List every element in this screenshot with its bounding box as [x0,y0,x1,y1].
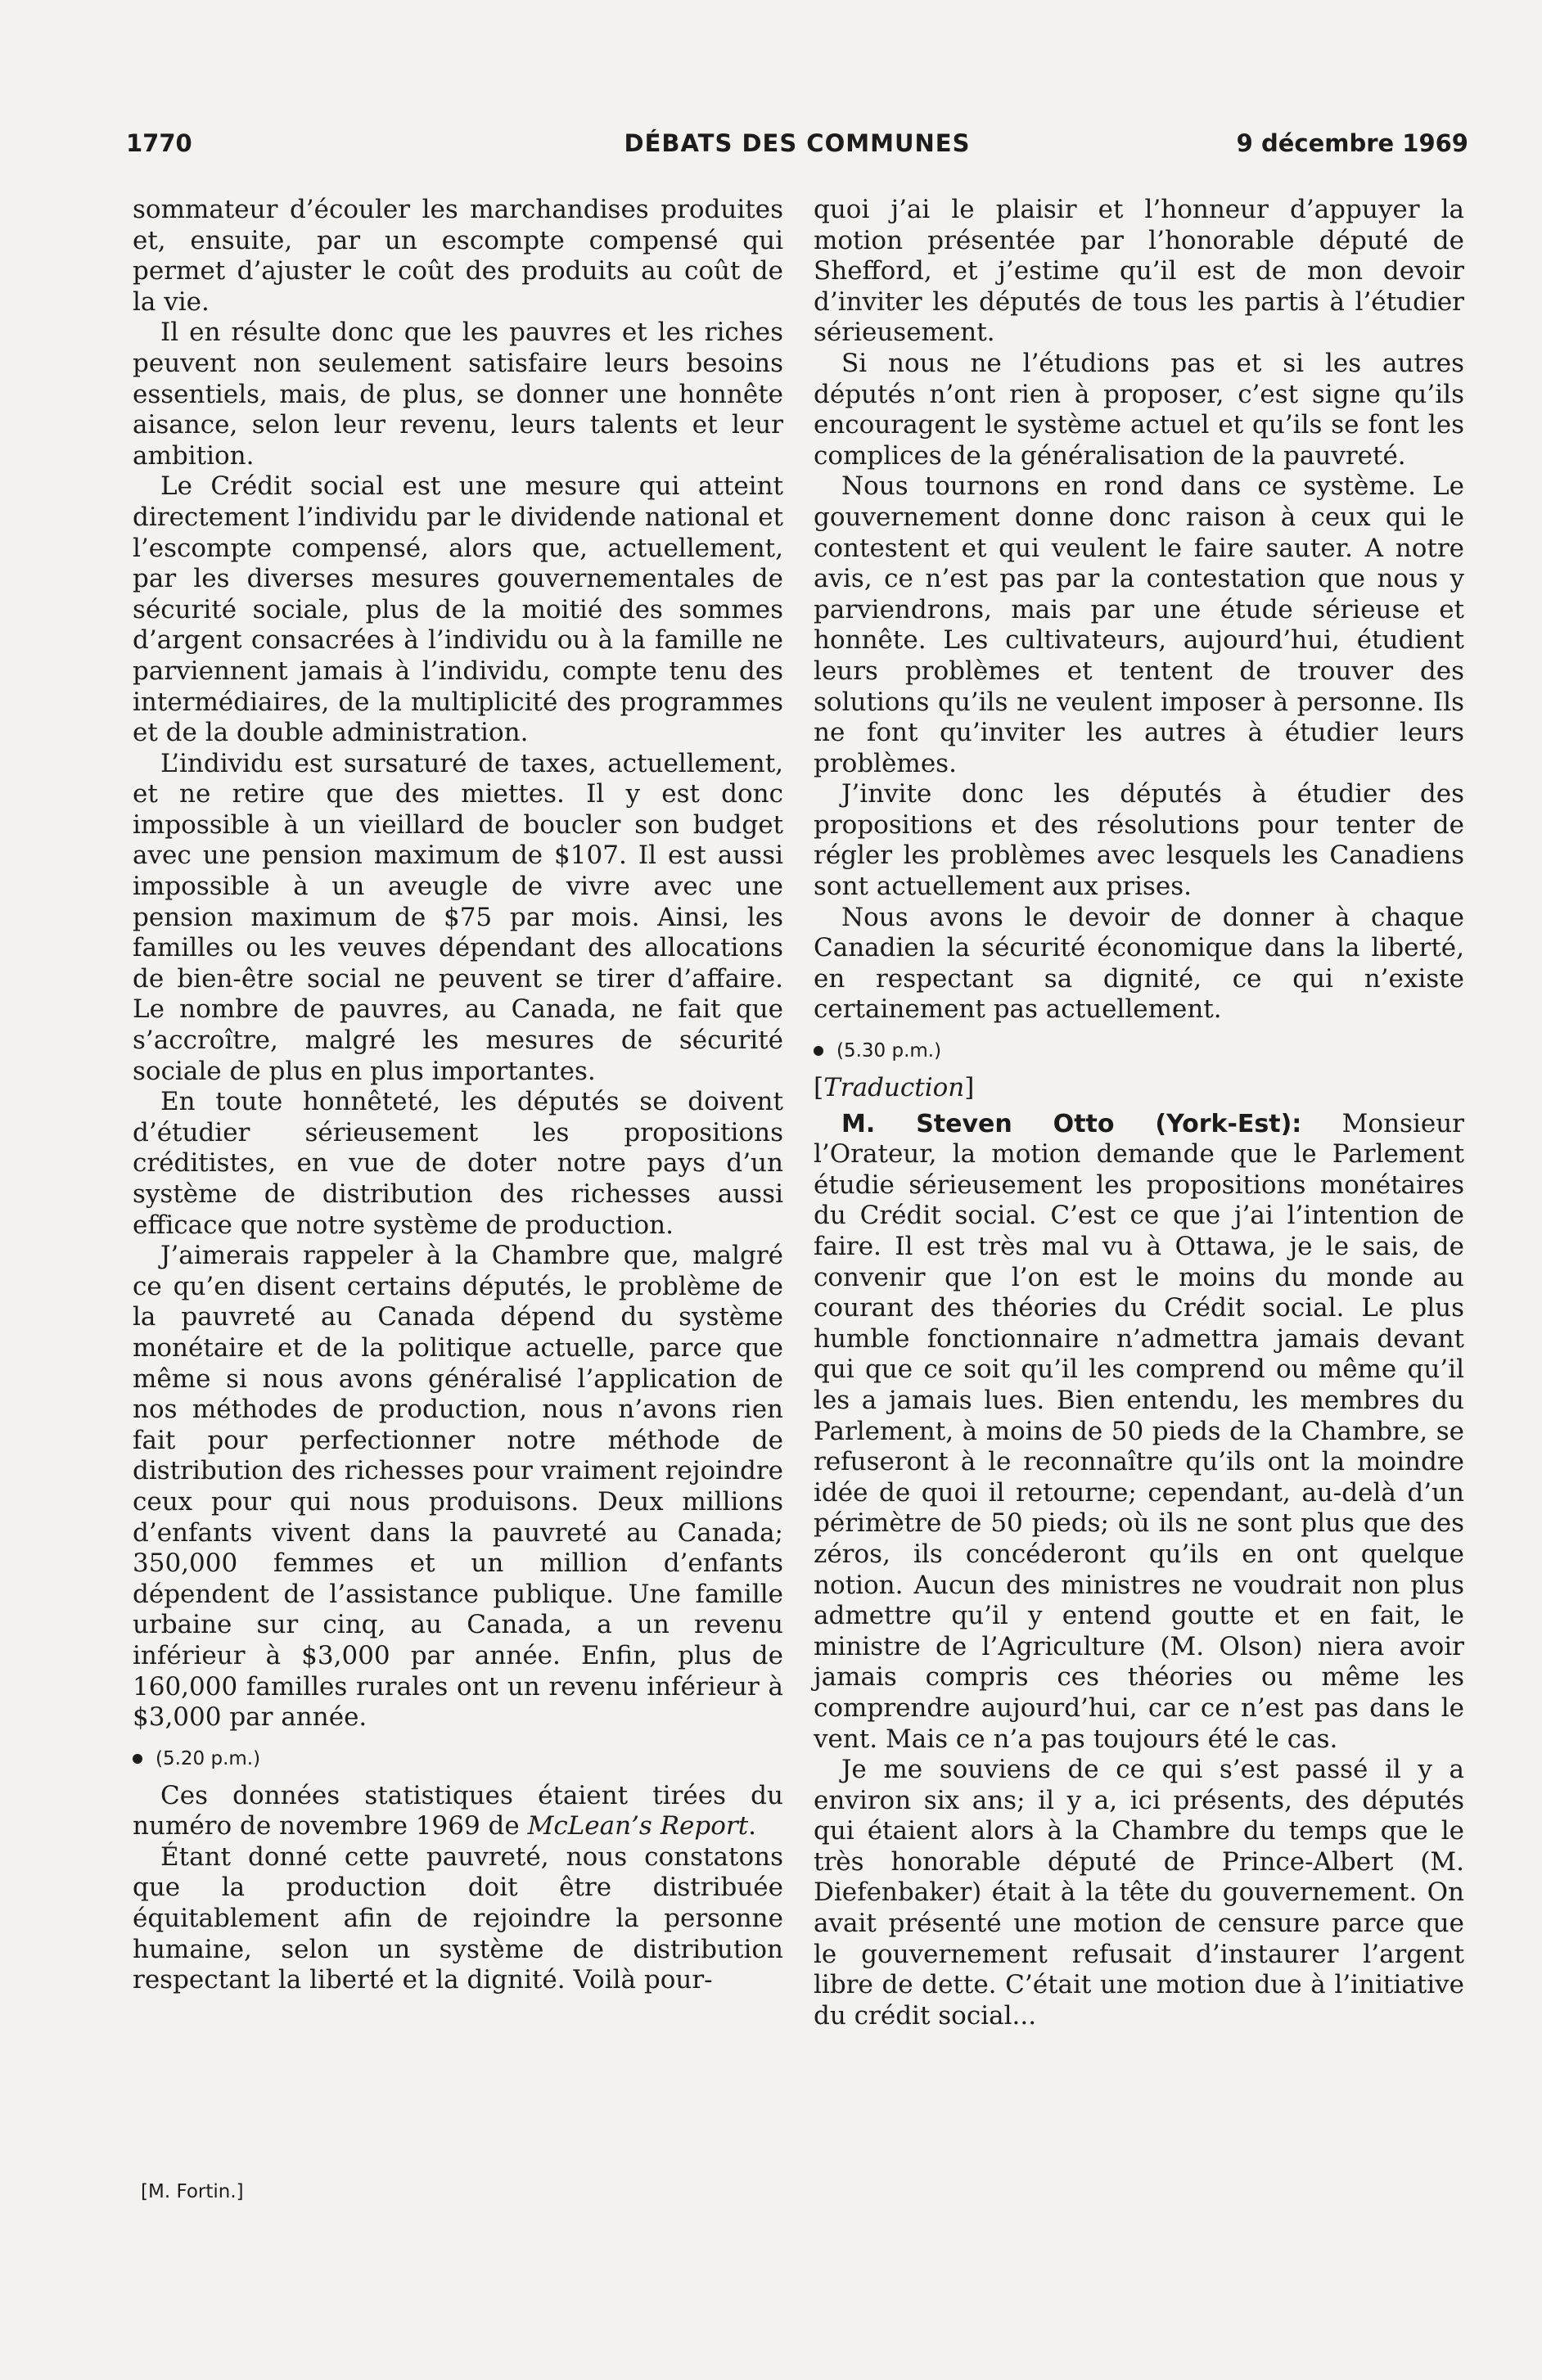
time-marker-text: (5.20 p.m.) [156,1747,261,1769]
page-number: 1770 [126,129,192,157]
translation-note: [Traduction] [814,1073,975,1103]
paragraph: quoi j’ai le plaisir et l’honneur d’appuyer la motion présentée par l’honorable député de Shefford, et j’estime qu’il est de mon devoir d’inviter les députés de tous les partis à l’étudier sérieusement. [814,195,1464,348]
bullet-icon [133,1754,142,1764]
page-date: 9 décembre 1969 [1236,129,1468,157]
time-marker [814,1040,1464,1062]
publication-title: DÉBATS DES COMMUNES [624,129,971,157]
source-title: McLean’s Report [527,1811,749,1841]
time-marker-text: (5.30 p.m.) [836,1040,942,1062]
translation-label: Traduction [823,1073,965,1103]
source-text: Ces données statistiques étaient tirées du numéro de novembre 1969 de [133,1780,783,1841]
paragraph: J’aimerais rappeler à la Chambre que, malgré ce qu’en disent certains députés, le problème de la pauvreté au Canada dépend du système monétaire et de la politique actuelle, parce que même si nous avons généralisé l’application de nos méthodes de production, nous n’avons rien fait pour perfectionner notre méthode de distribution des richesses pour vraiment rejoindre ceux pour qui nous produisons. Deux millions d’enfants vivent dans la pauvreté au Canada; 350,000 femmes et un million d’enfants dépendent de l’assistance publique. Une famille urbaine sur cinq, au Canada, a un revenu inférieur à $3,000 par année. Enfin, plus de 160,000 familles rurales ont un revenu inférieur à $3,000 par année. [133,1241,783,1733]
speech-text: Monsieur l’Orateur, la motion demande que le Parlement étudie sérieusement les propositions monétaires du Crédit social. C’est ce que j’ai l’intention de faire. Il est très mal vu à Ottawa, je le sais, de convenir que l’on est le moins du monde au courant des théories du Crédit social. Le plus humble fonctionnaire n’admettra jamais devant qui que ce soit qu’il les comprend ou même qu’il les a jamais lues. Bien entendu, les membres du Parlement, à moins de 50 pieds de la Chambre, se refuseront à le reconnaître qu’ils ont la moindre idée de quoi il retourne; cependant, au-delà d’un périmètre de 50 pieds; où ils ne sont plus que des zéros, ils concéderont qu’ils en ont quelque notion. Aucun des ministres ne voudrait non plus admettre qu’il y entend goutte et en fait, le ministre de l’Agriculture (M. Olson) niera avoir jamais compris ces théories ou même les comprendre aujourd’hui, car ce n’est pas dans le vent. Mais ce n’a pas toujours été le cas. [814,1108,1464,1754]
paragraph: sommateur d’écouler les marchandises produites et, ensuite, par un escompte compensé qui permet d’ajuster le coût des produits au coût de la vie. [133,195,783,317]
page-header [126,129,1468,170]
paragraph: L’individu est sursaturé de taxes, actuellement, et ne retire que des miettes. Il y est donc impossible à un vieillard de boucler son budget avec une pension maximum de $107. Il est aussi impossible à un aveugle de vivre avec une pension maximum de $75 par mois. Ainsi, les familles ou les veuves dépendant des allocations de bien-être social ne peuvent se tirer d’affaire. Le nombre de pauvres, au Canada, ne fait que s’accroître, malgré les mesures de sécurité sociale de plus en plus importantes. [133,748,783,1086]
time-marker [133,1748,783,1769]
paragraph: Étant donné cette pauvreté, nous constatons que la production doit être distribuée équitablement afin de rejoindre la personne humaine, selon un système de distribution respectant la liberté et la dignité. Voilà pour- [133,1841,783,1995]
paragraph: Il en résulte donc que les pauvres et les riches peuvent non seulement satisfaire leurs besoins essentiels, mais, de plus, se donner une honnête aisance, selon leur revenu, leurs talents et leur ambition. [133,318,783,471]
paragraph: Nous tournons en rond dans ce système. Le gouvernement donne donc raison à ceux qui le contestent et qui veulent le faire sauter. A notre avis, ce n’est pas par la contestation que nous y parviendrons, mais par une étude sérieuse et honnête. Les cultivateurs, aujourd’hui, étudient leurs problèmes et tentent de trouver des solutions qu’ils ne veulent imposer à personne. Ils ne font qu’inviter les autres à étudier leurs problèmes. [814,471,1464,778]
source-end: . [748,1811,757,1841]
paragraph: J’invite donc les députés à étudier des propositions et des résolutions pour tenter de régler les problèmes avec lesquels les Canadiens sont actuellement aux prises. [814,779,1464,902]
speech-paragraph [814,1109,1464,1755]
paragraph-source [133,1781,783,1842]
speaker-reference: [M. Fortin.] [141,2181,244,2202]
right-column [814,195,1464,2031]
bullet-icon [814,1046,823,1056]
paragraph: Nous avons le devoir de donner à chaque Canadien la sécurité économique dans la liberté, en respectant sa dignité, ce qui n’existe certainement pas actuellement. [814,902,1464,1025]
paragraph: En toute honnêteté, les députés se doivent d’étudier sérieusement les propositions créditistes, en vue de doter notre pays d’un système de distribution des richesses aussi efficace que notre système de production. [133,1087,783,1240]
paragraph: Si nous ne l’étudions pas et si les autres députés n’ont rien à proposer, c’est signe qu’ils encouragent le système actuel et qu’ils se font les complices de la généralisation de la pauvreté. [814,348,1464,471]
paragraph: Je me souviens de ce qui s’est passé il y a environ six ans; il y a, ici présents, des députés qui étaient alors à la Chambre du temps que le très honorable député de Prince-Albert (M. Diefenbaker) était à la tête du gouvernement. On avait présenté une motion de censure parce que le gouvernement refusait d’instaurer l’argent libre de dette. C’était une motion due à l’initiative du crédit social... [814,1755,1464,2031]
paragraph: Le Crédit social est une mesure qui atteint directement l’individu par le dividende national et l’escompte compensé, alors que, actuellement, par les diverses mesures gouvernementales de sécurité sociale, plus de la moitié des sommes d’argent consacrées à l’individu ou à la famille ne parviennent jamais à l’individu, compte tenu des intermédiaires, de la multiplicité des programmes et de la double administration. [133,471,783,748]
left-column [133,195,783,1996]
speaker-name: M. Steven Otto (York-Est): [841,1109,1302,1138]
